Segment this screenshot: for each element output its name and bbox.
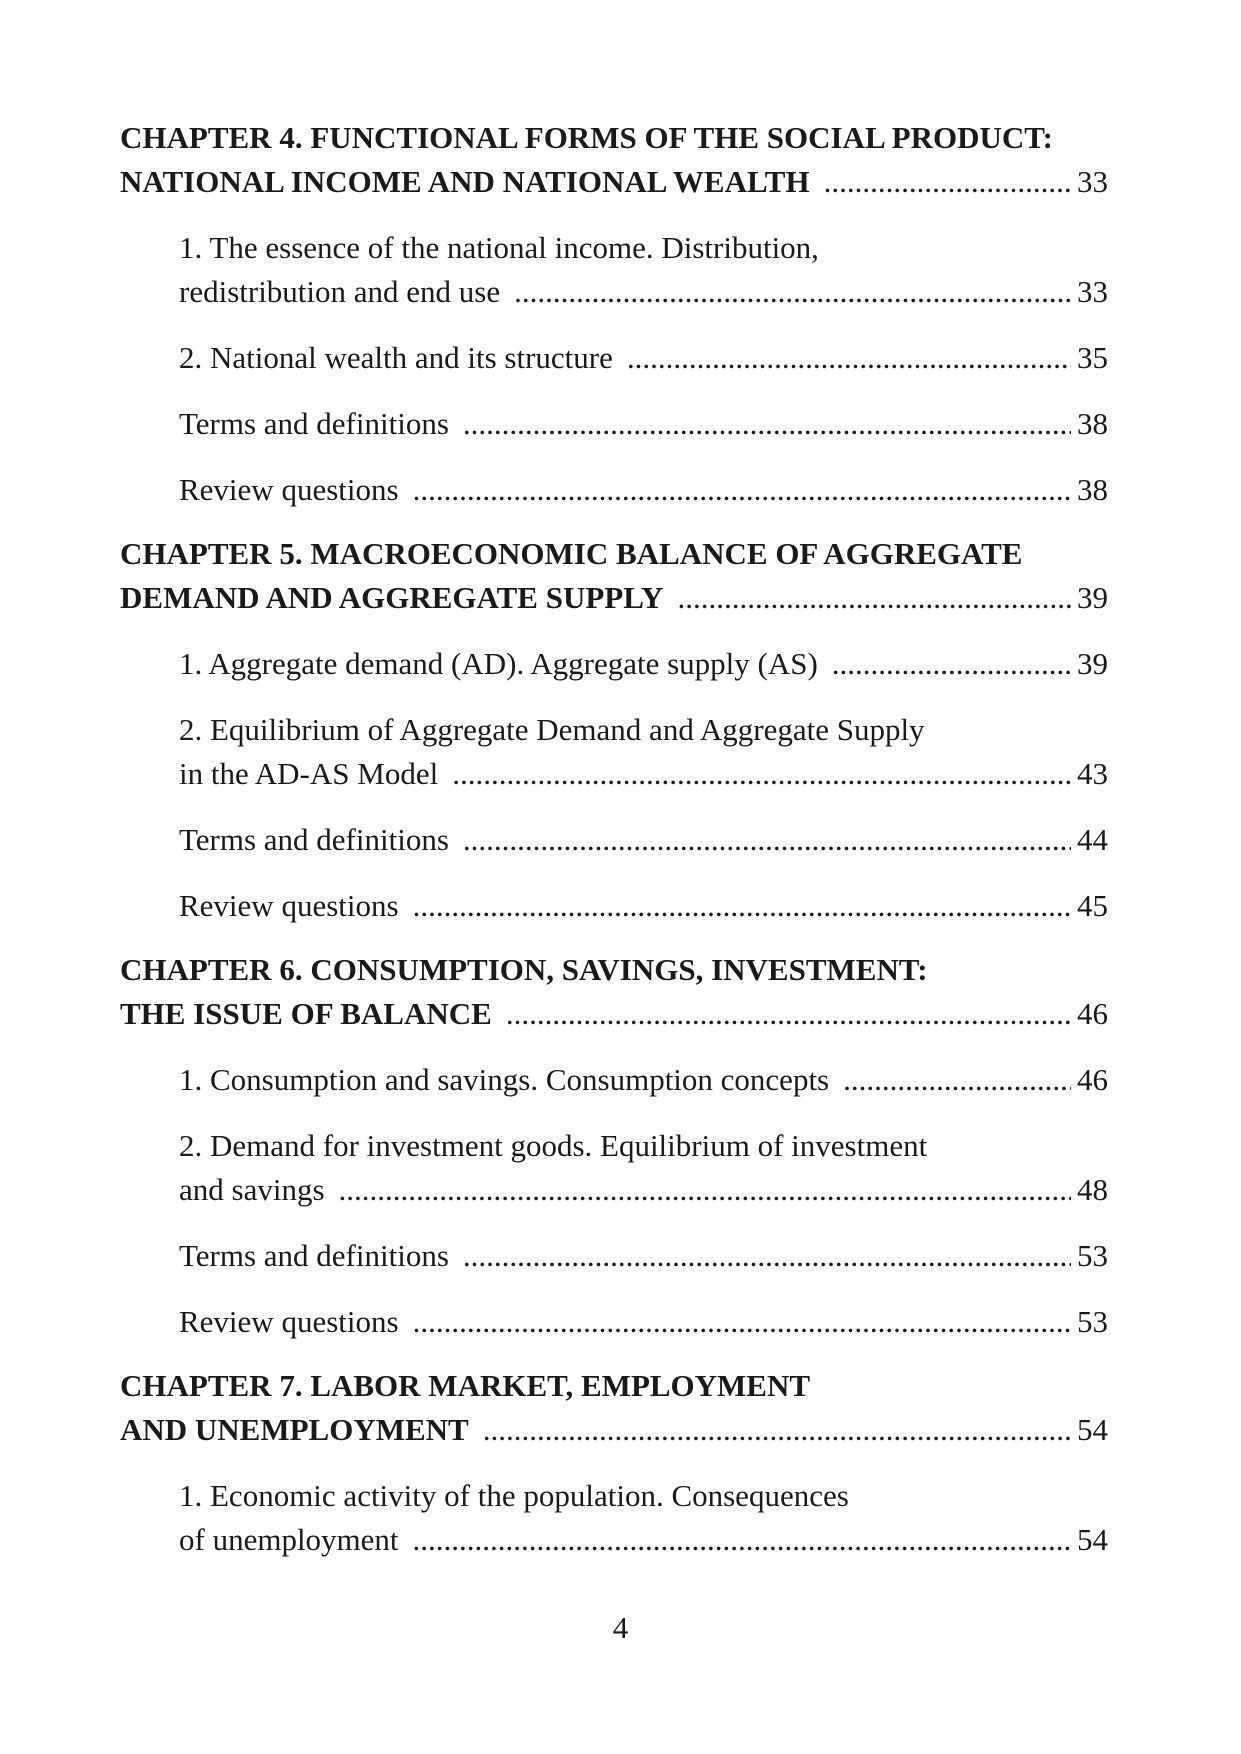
- section-title-leader: [179, 270, 1108, 314]
- page-ref: 35: [1077, 340, 1108, 375]
- section-title-line: Terms and definitions: [179, 822, 449, 857]
- section-title-leader: [179, 1300, 1108, 1344]
- section-title-line: 1. The essence of the national income. Distribution,: [179, 230, 819, 265]
- page-ref: 53: [1077, 1238, 1108, 1273]
- toc-terms-6[interactable]: [120, 1234, 1108, 1278]
- dot-leader: [463, 402, 1071, 446]
- chapter-title-line: CHAPTER 6. CONSUMPTION, SAVINGS, INVESTMENT:: [120, 952, 928, 987]
- toc-section-4-2[interactable]: [120, 336, 1108, 380]
- toc-section-6-1[interactable]: [120, 1058, 1108, 1102]
- page-ref: 48: [1077, 1172, 1108, 1207]
- section-title-leader: [179, 818, 1108, 862]
- page-ref: 38: [1077, 472, 1108, 507]
- section-title-leader: [179, 336, 1108, 380]
- chapter-title-line: DEMAND AND AGGREGATE SUPPLY: [120, 580, 664, 615]
- section-title-leader: [179, 468, 1108, 512]
- section-title-leader: [179, 1168, 1108, 1212]
- section-title-leader: [179, 402, 1108, 446]
- toc-chapter-5[interactable]: [120, 532, 1108, 620]
- dot-leader: [463, 818, 1071, 862]
- toc-section-7-1[interactable]: [120, 1474, 1108, 1562]
- dot-leader: [677, 576, 1071, 620]
- section-title-leader: [179, 1234, 1108, 1278]
- section-title-line: Review questions: [179, 888, 399, 923]
- section-title-line: 1. Aggregate demand (AD). Aggregate supply (AS): [179, 646, 818, 681]
- page-ref: 33: [1077, 274, 1108, 309]
- section-title-leader: [179, 1058, 1108, 1102]
- dot-leader: [452, 752, 1071, 796]
- toc-section-6-2[interactable]: [120, 1124, 1108, 1212]
- section-title-line: Review questions: [179, 1304, 399, 1339]
- section-title-line: 1. Economic activity of the population. Consequences: [179, 1478, 849, 1513]
- dot-leader: [413, 468, 1071, 512]
- toc-review-6[interactable]: [120, 1300, 1108, 1344]
- dot-leader: [843, 1058, 1071, 1102]
- toc-section-5-2[interactable]: [120, 708, 1108, 796]
- page-number: 4: [612, 1610, 629, 1645]
- page-ref: 46: [1077, 1062, 1108, 1097]
- toc-chapter-7[interactable]: [120, 1364, 1108, 1452]
- chapter-title-line: CHAPTER 5. MACROECONOMIC BALANCE OF AGGREGATE: [120, 536, 1023, 571]
- section-title-line: 2. Demand for investment goods. Equilibrium of investment: [179, 1128, 928, 1163]
- chapter-title-leader: [120, 160, 1108, 204]
- dot-leader: [506, 992, 1071, 1036]
- section-title-leader: [179, 752, 1108, 796]
- dot-leader: [824, 160, 1071, 204]
- table-of-contents: [120, 116, 1108, 1562]
- toc-review-4[interactable]: [120, 468, 1108, 512]
- chapter-title-line: THE ISSUE OF BALANCE: [120, 996, 492, 1031]
- dot-leader: [413, 884, 1071, 928]
- page-ref: 45: [1077, 888, 1108, 923]
- chapter-title-line: AND UNEMPLOYMENT: [120, 1412, 469, 1447]
- page-ref: 46: [1077, 996, 1108, 1031]
- chapter-title-leader: [120, 1408, 1108, 1452]
- section-title-line: 2. National wealth and its structure: [179, 340, 613, 375]
- dot-leader: [413, 1518, 1071, 1562]
- page-ref: 38: [1077, 406, 1108, 441]
- dot-leader: [463, 1234, 1071, 1278]
- page-ref: 33: [1077, 164, 1108, 199]
- section-title-leader: [179, 1518, 1108, 1562]
- toc-terms-5[interactable]: [120, 818, 1108, 862]
- section-title-line: 2. Equilibrium of Aggregate Demand and Aggregate Supply: [179, 712, 925, 747]
- chapter-title-line: CHAPTER 7. LABOR MARKET, EMPLOYMENT: [120, 1368, 811, 1403]
- chapter-title-leader: [120, 992, 1108, 1036]
- dot-leader: [627, 336, 1071, 380]
- section-title-line: Terms and definitions: [179, 1238, 449, 1273]
- dot-leader: [514, 270, 1071, 314]
- page-ref: 39: [1077, 580, 1108, 615]
- dot-leader: [483, 1408, 1071, 1452]
- chapter-title-leader: [120, 576, 1108, 620]
- page-ref: 54: [1077, 1522, 1108, 1557]
- section-title-line: 1. Consumption and savings. Consumption concepts: [179, 1062, 830, 1097]
- page-ref: 39: [1077, 646, 1108, 681]
- toc-section-5-1[interactable]: [120, 642, 1108, 686]
- section-title-line: in the AD-AS Model: [179, 756, 439, 791]
- dot-leader: [413, 1300, 1071, 1344]
- page-ref: 54: [1077, 1412, 1108, 1447]
- toc-review-5[interactable]: [120, 884, 1108, 928]
- toc-chapter-6[interactable]: [120, 948, 1108, 1036]
- page-ref: 43: [1077, 756, 1108, 791]
- section-title-line: redistribution and end use: [179, 274, 501, 309]
- dot-leader: [832, 642, 1071, 686]
- section-title-line: and savings: [179, 1172, 325, 1207]
- section-title-leader: [179, 642, 1108, 686]
- section-title-leader: [179, 884, 1108, 928]
- toc-chapter-4[interactable]: [120, 116, 1108, 204]
- section-title-line: Terms and definitions: [179, 406, 449, 441]
- page-ref: 44: [1077, 822, 1108, 857]
- chapter-title-line: CHAPTER 4. FUNCTIONAL FORMS OF THE SOCIAL PRODUCT:: [120, 120, 1053, 155]
- dot-leader: [339, 1168, 1071, 1212]
- section-title-line: of unemployment: [179, 1522, 399, 1557]
- toc-terms-4[interactable]: [120, 402, 1108, 446]
- page-ref: 53: [1077, 1304, 1108, 1339]
- section-title-line: Review questions: [179, 472, 399, 507]
- toc-section-4-1[interactable]: [120, 226, 1108, 314]
- chapter-title-line: NATIONAL INCOME AND NATIONAL WEALTH: [120, 164, 810, 199]
